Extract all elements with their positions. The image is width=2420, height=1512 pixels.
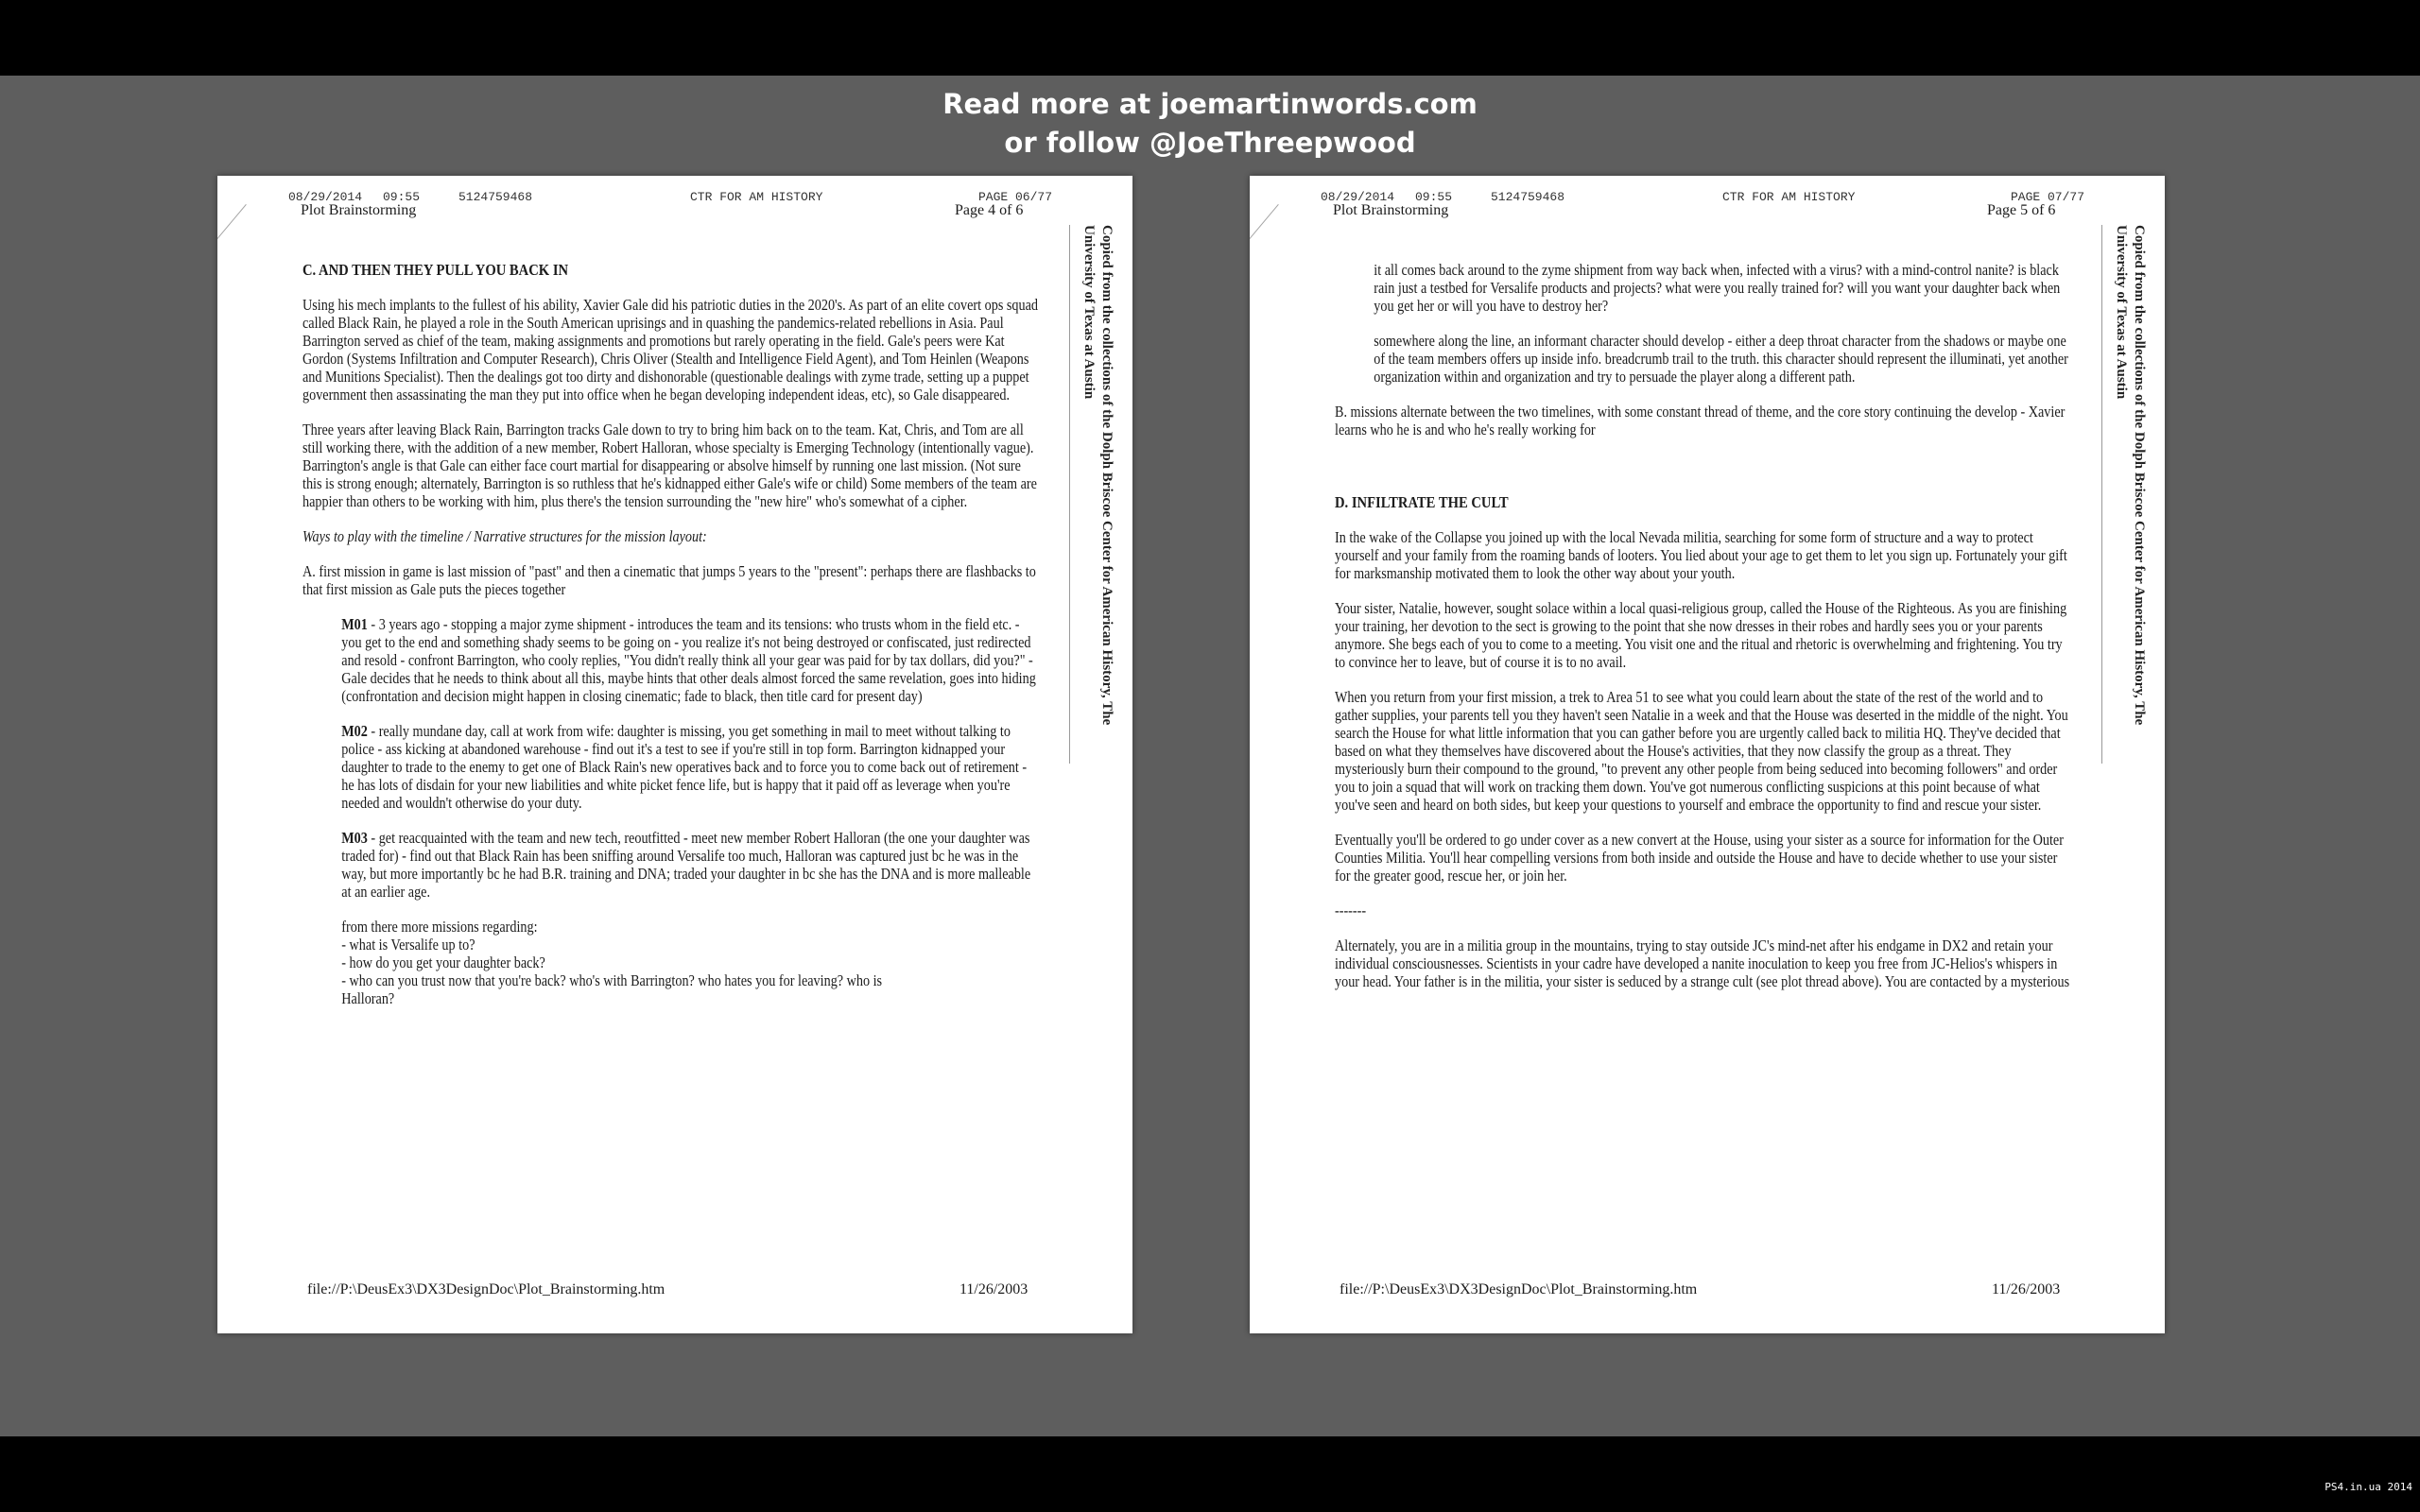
fax-number: 5124759468 <box>458 190 533 204</box>
footer-path: file://P:\DeusEx3\DX3DesignDoc\Plot_Brainstorming.htm <box>307 1281 666 1297</box>
page-header <box>1250 202 2165 223</box>
page-footer <box>217 1281 1132 1300</box>
subheading: Ways to play with the timeline / Narrative structures for the mission layout: <box>302 527 707 545</box>
fax-org: CTR FOR AM HISTORY <box>1722 190 1856 204</box>
site-watermark: PS4.in.ua 2014 <box>2325 1481 2412 1493</box>
fax-number: 5124759468 <box>1491 190 1565 204</box>
footer-date: 11/26/2003 <box>959 1281 1028 1297</box>
list-item: - who can you trust now that you're back? who's with Barrington? who hates you for leaving? who is Halloran? <box>341 971 883 1007</box>
paragraph: Your sister, Natalie, however, sought solace within a local quasi-religious group, called the House of the Righteous. As you are finishing your training, her devotion to the sect is growing to the point that she now dresses in their robes and hardly sees you or your parents anymore. She begs each of you to come to a meeting. You visit one and the ritual and rhetoric is overwhelming and frightening. You try to convince her to leave, but of course it is to no avail. <box>1335 599 2067 671</box>
spacer <box>1335 455 2070 493</box>
footer-date: 11/26/2003 <box>1992 1281 2061 1297</box>
fax-time: 09:55 <box>1415 190 1453 204</box>
section-heading: D. INFILTRATE THE CULT <box>1335 493 1509 511</box>
banner-line-2: or follow @JoeThreepwood <box>1004 127 1416 159</box>
list-item: - how do you get your daughter back? <box>341 954 545 971</box>
paragraph: Alternately, you are in a militia group in the mountains, trying to stay outside JC's mind-net after his endgame in DX2 and retain your individual consciousnesses. Scientists in your cadre have developed a nanite inoculation to keep you free from JC-Helios's whispers in your head. Your father is in the militia, your sister is seduced by a strange cult (see plot thread above). You are contacted by a mysterious <box>1335 936 2070 990</box>
page-body <box>302 261 1038 1007</box>
archive-stamp: Copied from the collections of the Dolph Briscoe Center for American History, The University of Texas at Austin <box>1081 225 1115 726</box>
banner-line-1: Read more at joemartinwords.com <box>942 88 1478 120</box>
fax-page: PAGE 07/77 <box>2011 190 2085 204</box>
stamp-rule <box>2101 225 2102 764</box>
page-number: Page 5 of 6 <box>1987 202 2056 218</box>
fax-time: 09:55 <box>383 190 421 204</box>
fax-date: 08/29/2014 <box>288 190 363 204</box>
section-heading: C. AND THEN THEY PULL YOU BACK IN <box>302 261 569 279</box>
divider: ------- <box>1335 902 1367 919</box>
paragraph: Three years after leaving Black Rain, Barrington tracks Gale down to try to bring him back on to the team. Kat, Chris, and Tom are all still working there, with the addition of a new member, Robert Halloran, whose specialty is Emerging Technology (intentionally vague). Barrington's angle is that Gale can either face court martial for disappearing or absolve himself by running one last mission. (Not sure this is strong enough; alternately, Barrington is so ruthless that he's kidnapped either Gale's wife or child) Some members of the team are happier than others to be working with him, plus there's the tension surrounding the "new hire" who's somewhat of a cipher. <box>302 421 1037 510</box>
footer-path: file://P:\DeusEx3\DX3DesignDoc\Plot_Brainstorming.htm <box>1340 1281 1698 1297</box>
paragraph: A. first mission in game is last mission of "past" and then a cinematic that jumps 5 years to the "present": perhaps there are flashbacks to that first mission as Gale puts the pieces together <box>302 562 1036 598</box>
fax-date: 08/29/2014 <box>1321 190 1395 204</box>
list-intro: from there more missions regarding: <box>341 918 538 936</box>
stamp-rule <box>1069 225 1070 764</box>
page-header <box>217 202 1132 223</box>
page-number: Page 4 of 6 <box>955 202 1024 218</box>
doc-title: Plot Brainstorming <box>301 202 417 218</box>
doc-title: Plot Brainstorming <box>1333 202 1449 218</box>
document-page-left <box>217 176 1132 1333</box>
paragraph: it all comes back around to the zyme shipment from way back when, infected with a virus? with a mind-control nanite? is black rain just a testbed for Versalife products and projects? what were you really trained for? will you want your daughter back when you get her or will you have to destroy her? <box>1374 261 2061 315</box>
mission-m03: M03 - get reacquainted with the team and new tech, reoutfitted - meet new member Robert Halloran (the one your daughter was traded for) - find out that Black Rain has been sniffing around Versalife too much, Halloran was captured just bc he was in the way, but more importantly bc he had B.R. training and DNA; traded your daughter in bc she has the DNA and is more malleable at an earlier age. <box>341 829 1031 901</box>
page-footer <box>1250 1281 2165 1300</box>
document-page-right <box>1250 176 2165 1333</box>
promo-banner <box>0 85 2420 163</box>
mission-m01: M01 - 3 years ago - stopping a major zyme shipment - introduces the team and its tensions: who trusts whom in the field etc. - you get to the end and something shady seems to be going on - you realize it's not being destroyed or confiscated, just redirected and resold - confront Barrington, who cooly replies, "You didn't really think all your gear was paid for by tax dollars, did you?" - Gale decides that he needs to think about all this, maybe hints that other deals almost forced the same revelation, goes into hiding (confrontation and decision might happen in closing cinematic; fade to black, then title card for present day) <box>341 615 1036 705</box>
paragraph: B. missions alternate between the two timelines, with some constant thread of theme, and the core story continuing the develop - Xavier learns who he is and who he's really working for <box>1335 403 2066 438</box>
paragraph: Eventually you'll be ordered to go under cover as a new convert at the House, using your sister as a source for information for the Outer Counties Militia. You'll hear compelling versions from both inside and outside the House and have to decide whether to use your sister for the greater good, rescue her, or join her. <box>1335 831 2064 885</box>
paragraph: When you return from your first mission, a trek to Area 51 to see what you could learn about the state of the rest of the world and to gather supplies, your parents tell you they haven't seen Natalie in a week and that the House was deserted in the middle of the night. You search the House for what little information that you can gather before you are urgently called back to militia HQ. They've decided that based on what they themselves have discovered about the House's activities, that they now classify the group as a threat. They mysteriously burn their compound to the ground, "to prevent any other people from being seduced into becoming followers" and order you to join a squad that will work on tracking them down. You've got numerous conflicting suspicions at this point because of what you've seen and heard on both sides, but keep your questions to yourself and embrace the opportunity to find and rescue your sister. <box>1335 688 2068 814</box>
list-item: - what is Versalife up to? <box>341 936 475 954</box>
mission-m02: M02 - really mundane day, call at work from wife: daughter is missing, you get something in mail to meet without talking to police - ass kicking at abandoned warehouse - find out it's a test to see if you're still in top form. Barrington kidnapped your daughter to trade to the enemy to get one of Black Rain's new operatives back and to force you to come back out of retirement - he has lots of disdain for your new liabilities and white picket fence life, but is happy that it paid off as leverage when you're needed and wouldn't otherwise do your duty. <box>341 722 1028 812</box>
paragraph: In the wake of the Collapse you joined up with the local Nevada militia, searching for some form of structure and a way to protect yourself and your family from the roaming bands of looters. You lied about your age to get them to let you sign up. Fortunately your gift for marksmanship motivated them to look the other way about your youth. <box>1335 528 2067 582</box>
fax-org: CTR FOR AM HISTORY <box>690 190 823 204</box>
fax-page: PAGE 06/77 <box>978 190 1053 204</box>
paragraph: Using his mech implants to the fullest of his ability, Xavier Gale did his patriotic duties in the 2020's. As part of an elite covert ops squad called Black Rain, he played a role in the South American uprisings and in quashing the pandemics-related rebellions in Asia. Paul Barrington served as chief of the team, making assignments and promotions but rarely operating in the field. Gale's peers were Kat Gordon (Systems Infiltration and Computer Research), Chris Oliver (Stealth and Intelligence Field Agent), and Tom Heinlen (Weapons and Munitions Specialist). Then the dealings got too dirty and dishonorable (questionable dealings with zyme trade, setting up a puppet government then assassinating the man they put into office when he began developing independent ideas, etc), so Gale disappeared. <box>302 296 1039 404</box>
question-list <box>341 936 1038 1007</box>
page-body <box>1335 261 2070 1007</box>
archive-stamp: Copied from the collections of the Dolph Briscoe Center for American History, The University of Texas at Austin <box>2114 225 2147 726</box>
paragraph: somewhere along the line, an informant character should develop - either a deep throat character from the shadows or maybe one of the team members offers up inside info. breadcrumb trail to the truth. this character should represent the illuminati, yet another organization within and organization and try to persuade the player along a different path. <box>1374 332 2068 386</box>
